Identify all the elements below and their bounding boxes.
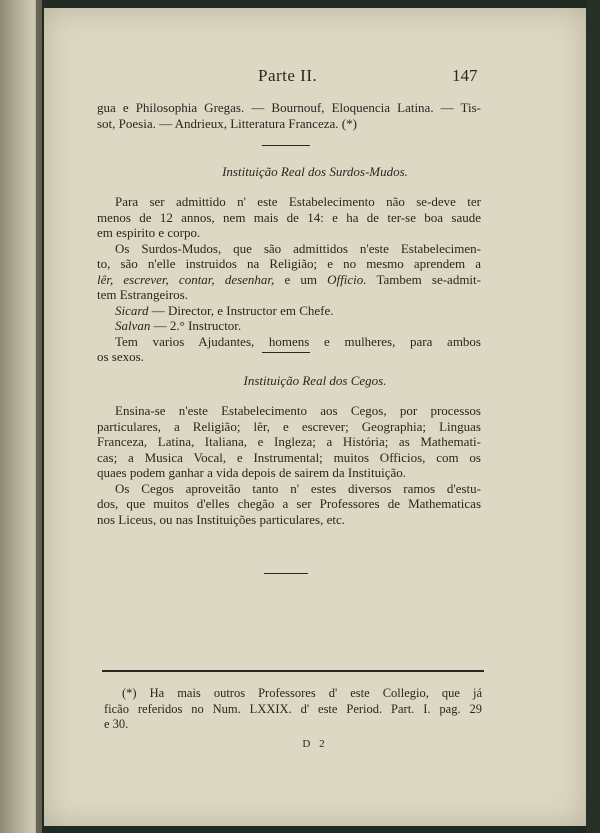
text-fragment: e um [274, 271, 328, 287]
section-divider [262, 352, 310, 353]
text-line: em espirito e corpo. [97, 225, 201, 240]
text-line: tem Estrangeiros. [97, 287, 188, 302]
section-divider [262, 145, 310, 146]
text-line: cas; a Musica Vocal, e Instrumental; muitos Officios, com os [97, 449, 481, 465]
text-line: Para ser admittido n' este Estabelecimento não se-deve ter [115, 194, 481, 209]
page-header [44, 66, 586, 92]
text-line: quaes podem ganhar a vida depois de sairem da Instituição. [97, 465, 407, 480]
text-line: Franceza, Latina, Italiana, e Ingleza; a História; as Mathemati- [97, 434, 481, 449]
text-line: sot, Poesia. — Andrieux, Litteratura Franceza. (*) [97, 115, 357, 131]
section-title-blind: Instituição Real dos Cegos. [243, 373, 387, 388]
background-edge [586, 0, 600, 833]
text-line: Os Cegos aproveitão tanto n' estes diversos ramos d'estu- [115, 480, 481, 496]
staff-name: Sicard [115, 302, 149, 318]
book-page [44, 8, 586, 826]
footnote [104, 686, 482, 733]
staff-entry [97, 318, 481, 334]
text-line: nos Liceus, ou nas Instituições particulares, etc. [97, 511, 346, 527]
deaf-section-body [97, 194, 481, 365]
text-line: dos, que muitos d'elles chegão a ser Professores de Mathematicas [97, 496, 481, 511]
staff-name: Salvan [115, 318, 151, 333]
text-line: os sexos. [97, 349, 144, 364]
footnote-line: ficão referidos no Num. LXXIX. d' este Period. Part. I. pag. 29 [104, 701, 482, 716]
staff-entry [97, 303, 481, 319]
section-end-divider [264, 573, 308, 574]
printer-signature-mark: D 2 [302, 738, 328, 750]
staff-role: — 2.° Instructor. [150, 318, 242, 333]
text-line: particulares, a Religião; lêr, e escrever; Geographia; Linguas [97, 418, 481, 434]
footnote-rule [102, 670, 484, 672]
italic-text: lêr, escrever, contar, desenhar, [97, 271, 275, 287]
italic-text: Officio. [327, 271, 367, 287]
text-line: gua e Philosophia Gregas. — Bournouf, Eloquencia Latina. — Tis- [97, 100, 481, 115]
text-line: Tem varios Ajudantes, homens e mulheres, para ambos [115, 333, 481, 349]
text-line [97, 272, 481, 288]
text-line: Os Surdos-Mudos, que são admittidos n'este Estabelecimen- [115, 240, 481, 256]
continuation-paragraph [97, 100, 481, 131]
section-title-deaf: Instituição Real dos Surdos-Mudos. [222, 164, 408, 179]
text-fragment: Tambem se-admit- [366, 271, 481, 287]
text-line: menos de 12 annos, nem mais de 14: e ha de ter-se boa saude [97, 209, 481, 225]
text-line: Ensina-se n'este Estabelecimento aos Cegos, por processos [115, 403, 481, 418]
running-head: Parte II. [258, 66, 318, 85]
footnote-line: (*) Ha mais outros Professores d' este Collegio, que já [122, 686, 482, 700]
blind-section-body [97, 403, 481, 527]
text-line: to, são n'elle instruidos na Religião; e no mesmo aprendem a [97, 256, 481, 271]
footnote-line: e 30. [104, 717, 129, 731]
page-number: 147 [452, 66, 478, 85]
staff-role: — Director, e Instructor em Chefe. [148, 302, 334, 318]
